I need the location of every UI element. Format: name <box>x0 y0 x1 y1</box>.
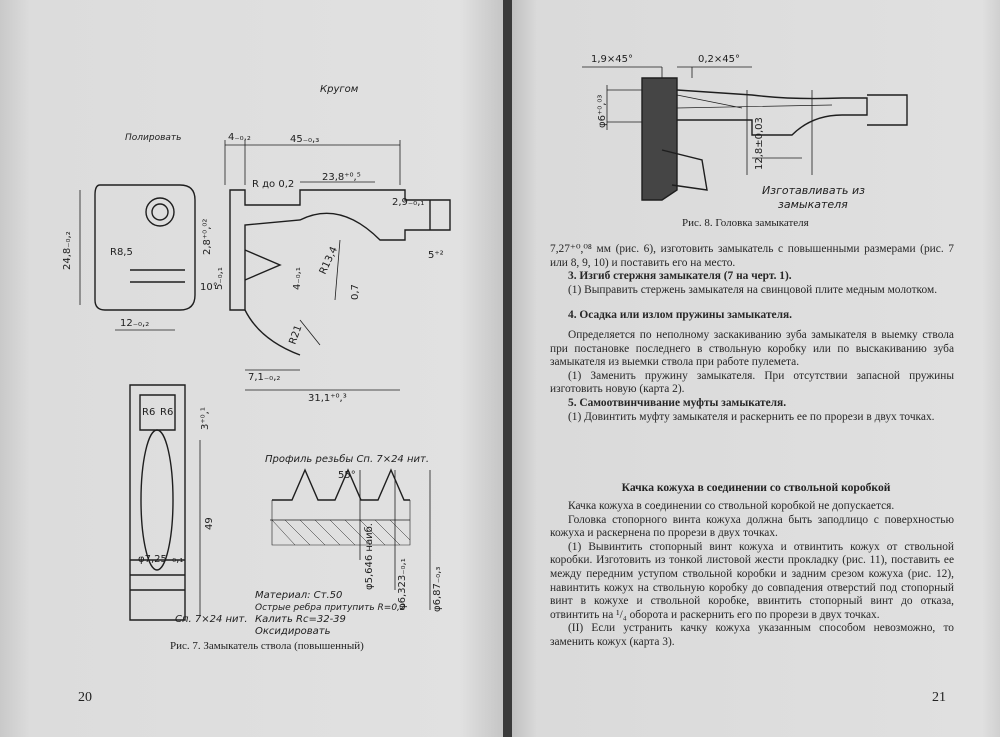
heading: 5. Самоотвинчивание муфты замыкателя. <box>568 396 787 409</box>
paragraph: (1) Вывинтить стопорный винт кожуха и отвинтить кожух от ствольной коробки. Изготовить из тонкой листовой жести прокладку (рис. 11), поставить ее между передним уступом ствольной коробки и задним срезом кожуха (рис. 12), навинтить кожух на ствольную коробку до совпадения отверстий под стопорный винт в кожухе и ствольной коробке, ввинтить стопорный винт до отказа, отвинтить на ¹/₄ оборота и раскернить его по прорези в двух точках. <box>550 540 954 621</box>
heading: 3. Изгиб стержня замыкателя (7 на черт. 1). <box>568 270 792 283</box>
label-make-from-1: Изготавливать из <box>762 184 866 197</box>
label-krugom: Кругом <box>320 84 359 95</box>
dim-r8-5: R8,5 <box>110 247 133 258</box>
paragraph: Головка стопорного винта кожуха должна быть заподлицо с поверхностью кожуха и раскернена по прорези в двух точках. <box>550 513 954 540</box>
dim-4b: 4₋₀,₁ <box>292 267 303 290</box>
dim-5-646: φ5,646 наиб. <box>364 523 375 590</box>
section-title: Качка кожуха в соединении со ствольной коробкой <box>621 481 891 494</box>
dim-r21: R21 <box>287 323 305 347</box>
dim-3: 3⁺⁰,¹ <box>200 407 211 430</box>
heading: 4. Осадка или излом пружины замыкателя. <box>568 309 793 322</box>
dim-chamfer-2: 0,2×45° <box>698 54 741 65</box>
dim-4: 4₋₀,₂ <box>228 132 251 143</box>
label-make-from-2: замыкателя <box>778 198 848 211</box>
dim-dia-6: φ6⁺⁰,⁰³ <box>597 94 608 128</box>
label-thread-profile: Профиль резьбы Сп. 7×24 нит. <box>265 454 430 465</box>
angle-55: 55° <box>338 470 356 481</box>
dim-r6-b: R6 <box>160 407 174 418</box>
paragraph: Качка кожуха в соединении со ствольной коробкой не допускается. <box>568 500 895 512</box>
dim-6-323: φ6,323₋₀,₁ <box>397 558 408 610</box>
dim-31-1: 31,1⁺⁰,³ <box>308 393 347 404</box>
dim-7-1: 7,1₋₀,₂ <box>248 372 281 383</box>
right-page <box>512 0 1000 737</box>
label-thread: Сп. 7×24 нит. <box>175 614 248 625</box>
dim-chamfer-1: 1,9×45° <box>591 54 634 65</box>
dim-12-8: 12,8±0,03 <box>754 117 765 170</box>
paragraph: (1) Выправить стержень замыкателя на свинцовой плите медным молотком. <box>568 283 938 296</box>
dim-23-8: 23,8⁺⁰,⁵ <box>322 172 361 183</box>
label-polirovat: Полировать <box>125 133 182 143</box>
dim-2-9: 2,9₋₀,₁ <box>392 197 425 208</box>
dim-49: 49 <box>204 517 215 530</box>
dim-r6-a: R6 <box>142 407 156 418</box>
paragraph: (1) Довинтить муфту замыкателя и раскернить ее по прорези в двух точках. <box>568 410 935 423</box>
figure-8-drawing <box>512 0 1000 240</box>
paragraph: (1) Заменить пружину замыкателя. При отсутствии запасной пружины изготовить новую (карта 2). <box>550 369 954 396</box>
dim-5: 5₋₀,₁ <box>214 267 225 290</box>
figure-8-caption: Рис. 8. Головка замыкателя <box>682 217 809 229</box>
figure-7-caption: Рис. 7. Замыкатель ствола (повышенный) <box>170 640 364 652</box>
dim-24-8: 24,8₋₀,₂ <box>62 231 73 270</box>
paragraph: (II) Если устранить качку кожуха указанным способом невозможно, то заменить кожух (карта 3). <box>550 622 954 648</box>
dim-5-plus: 5⁺² <box>428 250 444 261</box>
text-block-upper <box>550 243 954 424</box>
label-material: Материал: Ст.50 <box>255 590 343 601</box>
dim-0-7: 0,7 <box>350 284 361 300</box>
label-hardness: Калить Rc=32-39 <box>255 614 346 625</box>
dim-6-87: φ6,87₋₀,₃ <box>432 566 443 612</box>
dim-r13-4: R13,4 <box>317 245 341 277</box>
text-block-lower <box>550 500 954 650</box>
label-oxidize: Оксидировать <box>255 626 331 637</box>
dim-12: 12₋₀,₂ <box>120 318 150 329</box>
paragraph: Определяется по неполному заскакиванию зуба замыкателя в выемку ствола при постановке последнего в ствольную коробку или по выскакиванию зуба замыкателя из выемки ствола при работе пулемета. <box>550 328 954 369</box>
page-number-right: 21 <box>932 690 946 705</box>
page-number-left: 20 <box>78 690 92 705</box>
dim-r-do: R до 0,2 <box>252 179 295 190</box>
dim-10: 10° <box>200 282 218 293</box>
label-edges: Острые ребра притупить R=0,2 <box>255 603 406 613</box>
paragraph: 7,27⁺⁰,⁰⁸ мм (рис. 6), изготовить замыкатель с повышенными размерами (рис. 7 или 8, 9, 10) и поставить его на место. <box>550 243 954 269</box>
dim-2-8: 2,8⁺⁰,⁰² <box>202 218 213 255</box>
dim-7-25: φ7,25₋₀,₁ <box>138 554 184 565</box>
dim-45: 45₋₀,₃ <box>290 134 320 145</box>
